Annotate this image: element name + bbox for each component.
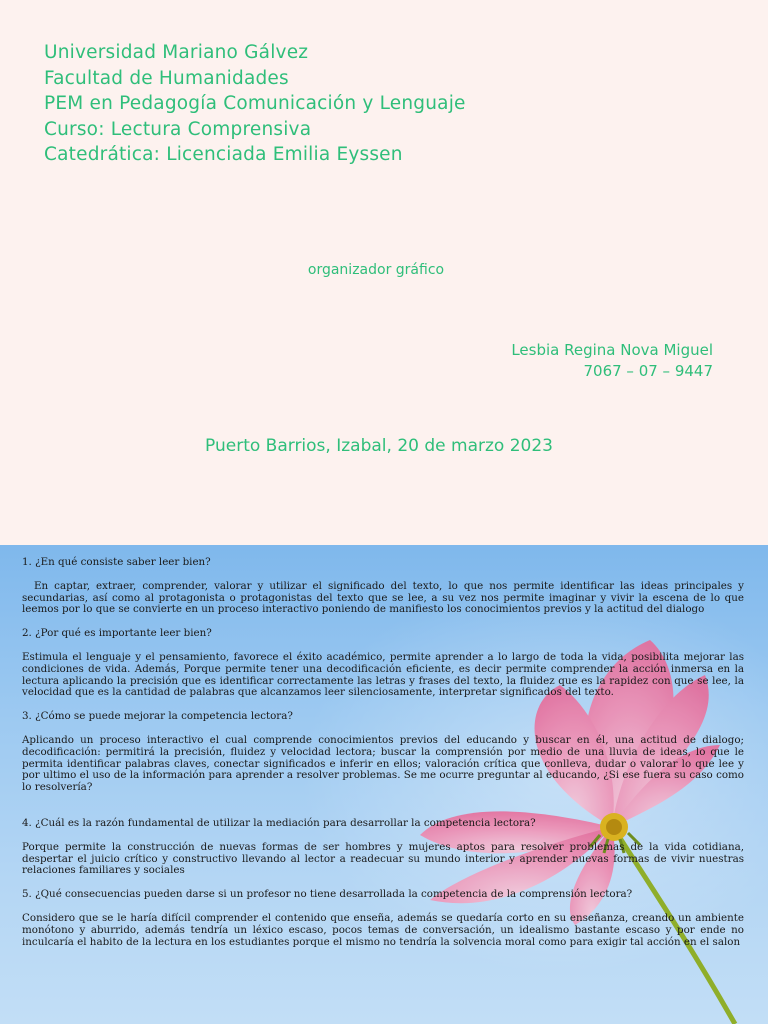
- answer-2: Estimula el lenguaje y el pensamiento, favorece el éxito académico, permite aprender a lo largo de toda la vida, posibilita mejorar las condiciones de vida. Además, Porque permite tener una decodificación eficiente, es decir permite comprender la acción inmersa en la lectura aplicando la precisión que es identificar correctamente las letras y frases del texto, la fluidez que es la rapidez con que se lee, la velocidad que es la cantidad de palabras que alcanzamos leer silenciosamente, interpretar significados del texto.: [22, 650, 744, 699]
- questions-content: [22, 557, 744, 960]
- place-date: Puerto Barrios, Izabal, 20 de marzo 2023: [205, 436, 553, 456]
- faculty-name: Facultad de Humanidades: [44, 67, 289, 89]
- student-id: 7067 – 07 – 9447: [583, 362, 713, 380]
- document-type: organizador gráfico: [307, 262, 445, 278]
- answer-4: Porque permite la construcción de nuevas formas de ser hombres y mujeres aptos para resolver problemas de la vida cotidiana, despertar el juicio crítico y constructivo llevando al lector a readecuar su mundo interior y aprender nuevas formas de vivir nuestras relaciones familiares y sociales: [22, 840, 744, 877]
- question-4: 4. ¿Cuál es la razón fundamental de utilizar la mediación para desarrollar la competencia lectora?: [22, 816, 536, 829]
- answer-5: Considero que se le haría difícil comprender el contenido que enseña, además se quedaría corto en su enseñanza, creando un ambiente monótono y aburrido, además tendría un léxico escaso, pocos temas de conversación, un idealismo bastante escaso y por ende no inculcaría el habito de la lectura en los estudiantes porque el mismo no tendría la solvencia moral como para exigir tal acción en el salon: [22, 911, 744, 948]
- question-5: 5. ¿Qué consecuencias pueden darse si un profesor no tiene desarrollada la competencia de la comprensión lectora?: [22, 888, 633, 901]
- author-block: [511, 340, 713, 382]
- answer-1: En captar, extraer, comprender, valorar y utilizar el significado del texto, lo que nos permite identificar las ideas principales y secundarias, así como al protagonista o protagonistas del texto que se lee, a su vez nos permite imaginar y vivir la escena de lo que leemos por lo que se convierte en un proceso interactivo poniendo de manifiesto los conocimientos previos y la actitud del dialogo: [22, 579, 744, 616]
- questions-page: [0, 545, 768, 1024]
- program-name: PEM en Pedagogía Comunicación y Lenguaje: [44, 93, 466, 114]
- question-2: 2. ¿Por qué es importante leer bien?: [22, 627, 212, 640]
- question-3: 3. ¿Cómo se puede mejorar la competencia lectora?: [22, 710, 293, 723]
- cover-heading: [44, 40, 466, 168]
- answer-3: Aplicando un proceso interactivo el cual comprende conocimientos previos del educando y buscar en él, una actitud de dialogo; decodificación: permitirá la precisión, fluidez y velocidad lectora; buscar la comprensión por medio de una lluvia de ideas, lo que le permita identificar palabras claves, conectar significados e inferir en ellos; valoración crítica que conlleva, dudar o valorar lo que lee y por ultimo el uso de la información para aprender a resolver problemas. Se me ocurre preguntar al educando, ¿Si ese fuera su caso como lo resolvería?: [22, 733, 744, 794]
- course-name: Curso: Lectura Comprensiva: [44, 118, 312, 140]
- question-1: 1. ¿En qué consiste saber leer bien?: [22, 556, 211, 568]
- university-name: Universidad Mariano Gálvez: [44, 42, 309, 63]
- author-name: Lesbia Regina Nova Miguel: [511, 341, 713, 359]
- professor-name: Catedrática: Licenciada Emilia Eyssen: [44, 144, 403, 165]
